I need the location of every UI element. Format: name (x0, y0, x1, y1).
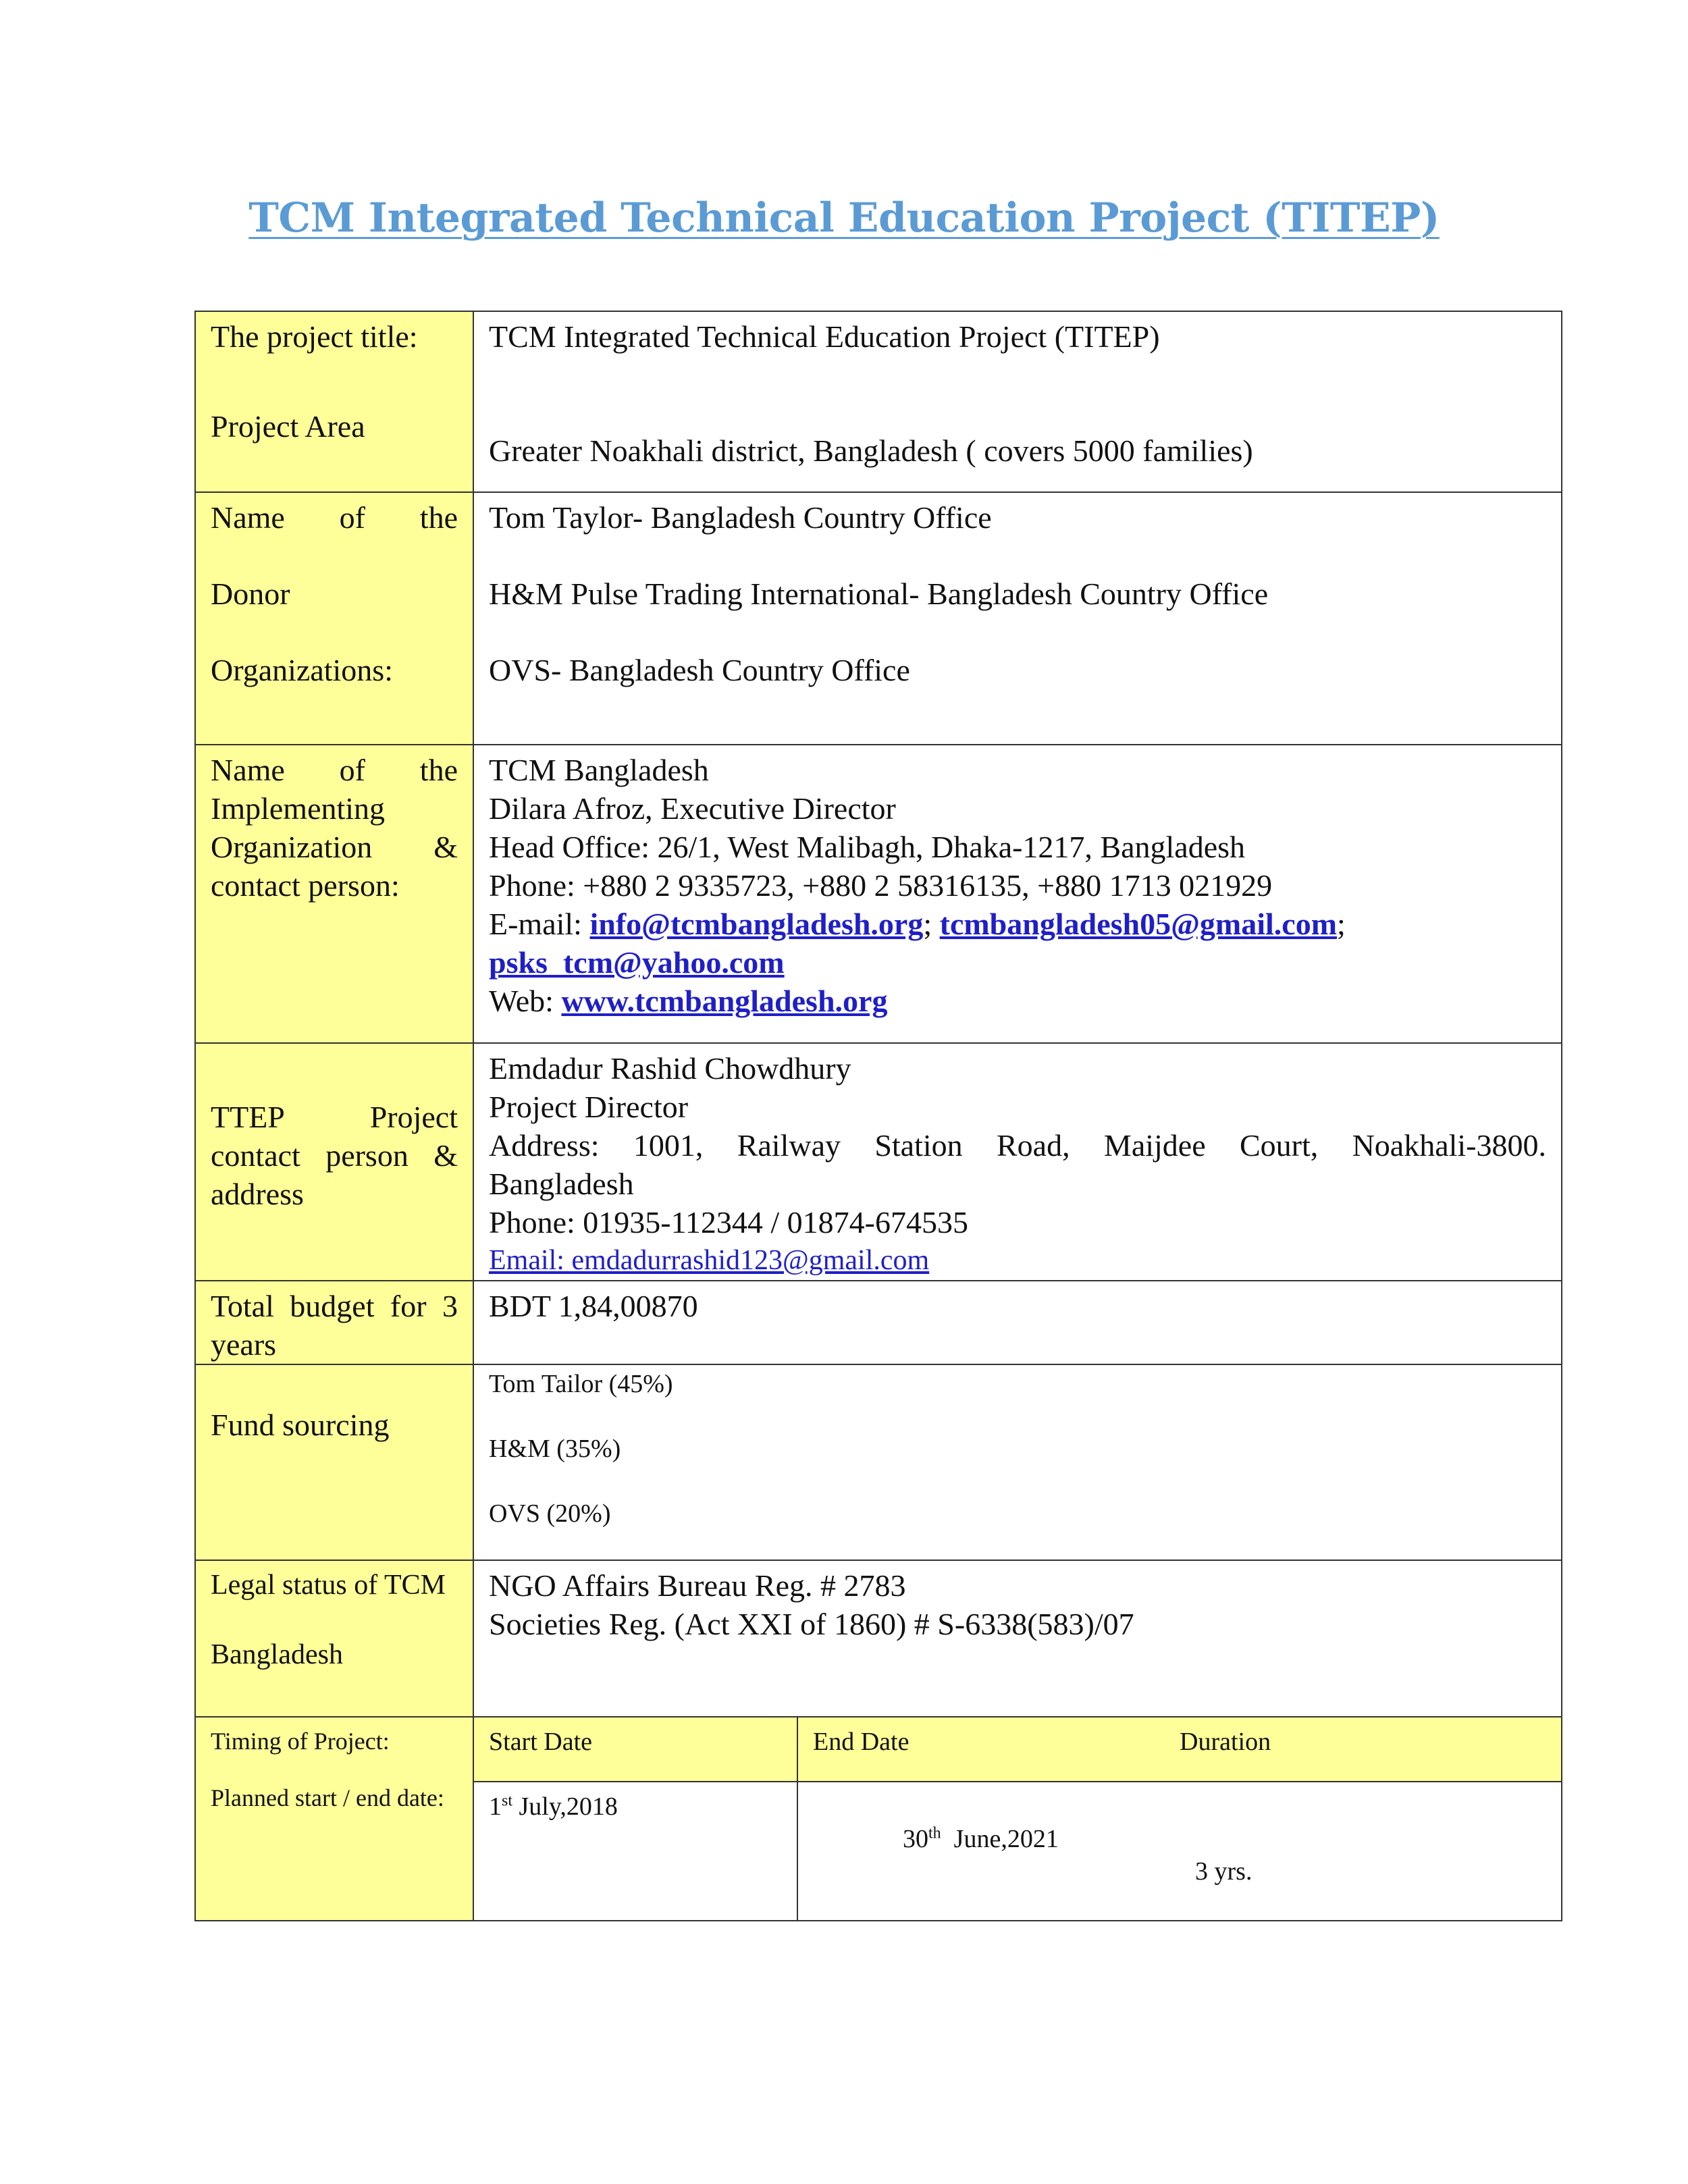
row-implementing (195, 745, 1562, 1043)
project-area-value: Greater Noakhali district, Bangladesh ( covers 5000 families) (489, 433, 1253, 468)
value-cell-project (473, 311, 1562, 492)
timing-start-cell (474, 1782, 797, 1920)
label-donors-line1: Name of the (211, 500, 458, 535)
label-contact-line2: contact person & (211, 1138, 458, 1173)
label-legal-line2: Bangladesh (211, 1639, 343, 1670)
budget-value: BDT 1,84,00870 (489, 1289, 698, 1323)
impl-address: Head Office: 26/1, West Malibagh, Dhaka-1217, Bangladesh (489, 830, 1246, 864)
contact-address-country: Bangladesh (489, 1167, 634, 1201)
contact-email-link[interactable]: Email: emdadurrashid123@gmail.com (489, 1245, 930, 1276)
end-day-suffix: th (928, 1824, 941, 1842)
label-contact-line1: TTEP Project (211, 1100, 458, 1134)
end-date-heading: End Date (813, 1728, 909, 1756)
start-day: 1 (489, 1792, 502, 1821)
legal-ngo-reg: NGO Affairs Bureau Reg. # 2783 (489, 1568, 906, 1603)
row-budget (195, 1281, 1562, 1364)
value-cell-budget (473, 1281, 1562, 1364)
end-month-year: June,2021 (941, 1825, 1059, 1853)
duration-heading: Duration (1180, 1728, 1271, 1756)
duration-value: 3 yrs. (1195, 1857, 1252, 1886)
label-cell-project (195, 311, 473, 492)
email-separator: ; (1337, 907, 1346, 941)
label-cell-project-contact (195, 1043, 473, 1281)
end-date-value (903, 1825, 1059, 1853)
label-cell-budget (195, 1281, 473, 1364)
label-fund: Fund sourcing (211, 1408, 390, 1442)
fund-item: OVS (20%) (489, 1499, 611, 1528)
row-donors (195, 492, 1562, 745)
contact-name: Emdadur Rashid Chowdhury (489, 1051, 851, 1086)
label-project-area: Project Area (211, 409, 365, 444)
row-fund (195, 1364, 1562, 1560)
label-legal-line1: Legal status of TCM (211, 1570, 446, 1601)
label-cell-implementing (195, 745, 473, 1043)
label-cell-legal (195, 1560, 473, 1717)
fund-item: Tom Tailor (45%) (489, 1370, 673, 1398)
project-info-table (194, 311, 1562, 1921)
impl-contact-person: Dilara Afroz, Executive Director (489, 791, 896, 826)
label-donors-line3: Organizations: (211, 653, 393, 687)
start-date-heading: Start Date (489, 1728, 593, 1756)
label-cell-timing (195, 1717, 473, 1921)
impl-org-name: TCM Bangladesh (489, 753, 709, 787)
impl-email-line2 (489, 943, 1546, 982)
start-month-year: July,2018 (512, 1792, 618, 1821)
value-cell-fund (473, 1364, 1562, 1560)
timing-head-end (797, 1717, 1561, 1782)
timing-head-start (474, 1717, 797, 1782)
label-project-title: The project title: (211, 319, 418, 354)
row-project (195, 311, 1562, 492)
label-impl-line3: Organization & (211, 830, 458, 864)
row-legal (195, 1560, 1562, 1717)
label-timing-line2: Planned start / end date: (211, 1784, 444, 1811)
label-budget-line1: Total budget for 3 (211, 1289, 458, 1323)
project-title-value: TCM Integrated Technical Education Project (TITEP) (489, 319, 1160, 354)
fund-item: H&M (35%) (489, 1435, 621, 1463)
donor-item: H&M Pulse Trading International- Bangladesh Country Office (489, 577, 1269, 611)
email-link-gmail[interactable]: tcmbangladesh05@gmail.com (939, 907, 1338, 941)
legal-societies-reg: Societies Reg. (Act XXI of 1860) # S-6338(583)/07 (489, 1607, 1134, 1641)
document-title: TCM Integrated Technical Education Project (TITEP) (248, 194, 1440, 242)
website-link[interactable]: www.tcmbangladesh.org (561, 984, 888, 1018)
impl-phone: Phone: +880 2 9335723, +880 2 58316135, +880 1713 021929 (489, 868, 1273, 903)
contact-phone: Phone: 01935-112344 / 01874-674535 (489, 1205, 968, 1240)
contact-role: Project Director (489, 1090, 689, 1124)
value-cell-timing (473, 1717, 1562, 1921)
start-day-suffix: st (502, 1792, 513, 1810)
timing-header-row (474, 1717, 1561, 1782)
value-cell-implementing (473, 745, 1562, 1043)
label-cell-donors (195, 492, 473, 745)
value-cell-legal (473, 1560, 1562, 1717)
donor-item: OVS- Bangladesh Country Office (489, 653, 910, 687)
label-donors-line2: Donor (211, 577, 290, 611)
impl-web-line (489, 982, 1546, 1020)
start-date-value (474, 1782, 797, 1823)
label-impl-line2: Implementing (211, 791, 386, 826)
timing-table (474, 1717, 1561, 1920)
value-cell-donors (473, 492, 1562, 745)
label-impl-line4: contact person: (211, 868, 400, 903)
value-cell-project-contact (473, 1043, 1562, 1281)
row-timing (195, 1717, 1562, 1921)
row-project-contact (195, 1043, 1562, 1281)
end-day: 30 (903, 1825, 928, 1853)
email-link-yahoo[interactable]: psks_tcm@yahoo.com (489, 945, 785, 980)
impl-email-line (489, 905, 1546, 943)
web-prefix: Web: (489, 984, 562, 1018)
label-budget-line2: years (211, 1327, 277, 1362)
donor-item: Tom Taylor- Bangladesh Country Office (489, 500, 992, 535)
email-link-info[interactable]: info@tcmbangladesh.org (589, 907, 924, 941)
label-cell-fund (195, 1364, 473, 1560)
label-impl-line1: Name of the (211, 753, 458, 787)
email-separator: ; (923, 907, 940, 941)
contact-address: Address: 1001, Railway Station Road, Maijdee Court, Noakhali-3800. (489, 1128, 1546, 1163)
timing-value-row (474, 1782, 1561, 1920)
email-prefix: E-mail: (489, 907, 590, 941)
label-timing-line1: Timing of Project: (211, 1728, 390, 1755)
timing-end-cell (797, 1782, 1561, 1920)
label-contact-line3: address (211, 1177, 304, 1211)
